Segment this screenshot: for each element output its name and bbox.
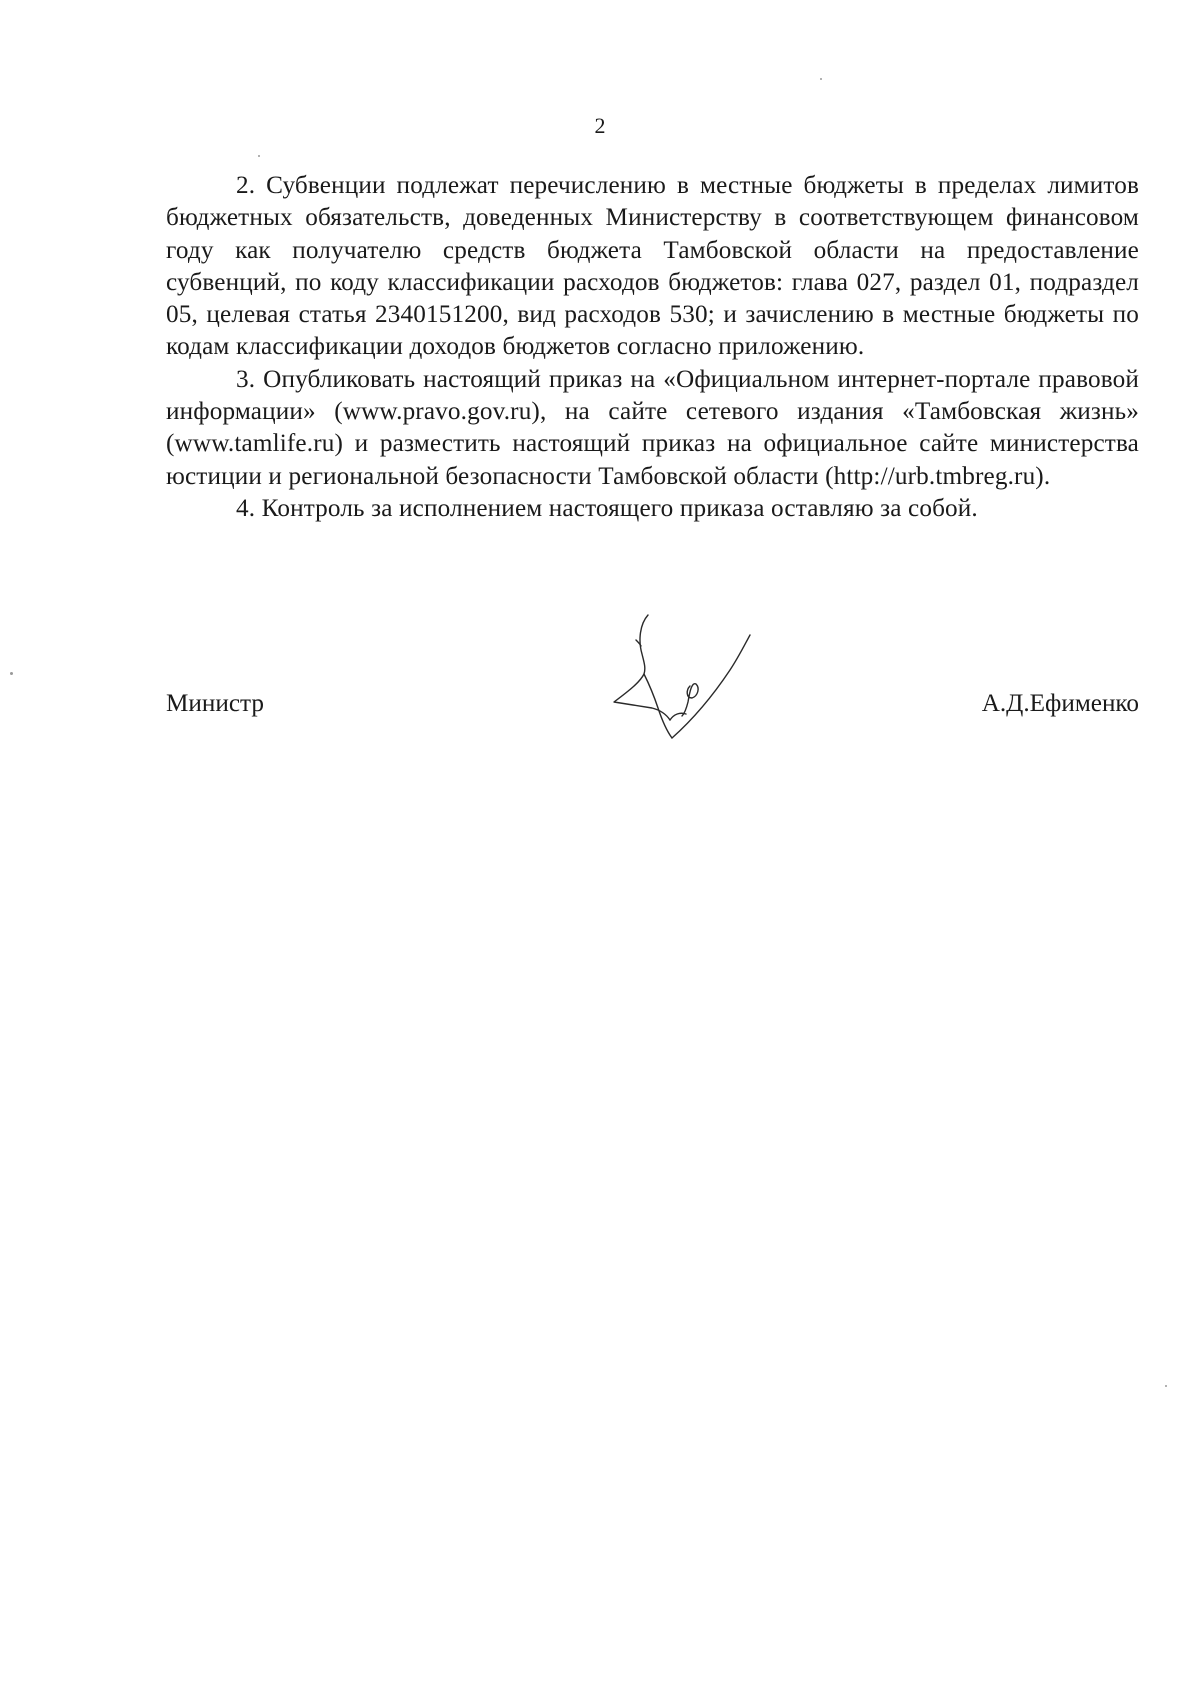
scan-speck [258,155,260,157]
handwritten-signature-icon [600,610,780,750]
page-number: 2 [594,113,606,138]
scan-speck [10,672,13,675]
document-body [166,170,1139,525]
paragraph-subventions: 2. Субвенции подлежат перечислению в местные бюджеты в пределах лимитов бюджетных обязательств, доведенных Министерству в соответствующем финансовом году как получателю средств бюджета Тамбовской области на предоставление субвенций, по коду классификации расходов бюджетов: глава 027, раздел 01, подраздел 05, целевая статья 2340151200, вид расходов 530; и зачислению в местные бюджеты по кодам классификации доходов бюджетов согласно приложению. [166,172,1139,361]
scan-speck [1165,1385,1167,1387]
paragraph-control: 4. Контроль за исполнением настоящего приказа оставляю за собой. [236,494,978,522]
signature-block [166,688,1139,728]
signer-position: Министр [166,690,264,717]
scan-speck [820,78,822,80]
signer-name: А.Д.Ефименко [981,690,1139,717]
paragraph-publication: 3. Опубликовать настоящий приказ на «Официальном интернет-портале правовой информации» (www.pravo.gov.ru), на сайте сетевого издания «Тамбовская жизнь» (www.tamlife.ru) и разместить настоящий приказ на официальное сайте министерства юстиции и региональной безопасности Тамбовской области (http://urb.tmbreg.ru). [166,365,1139,490]
